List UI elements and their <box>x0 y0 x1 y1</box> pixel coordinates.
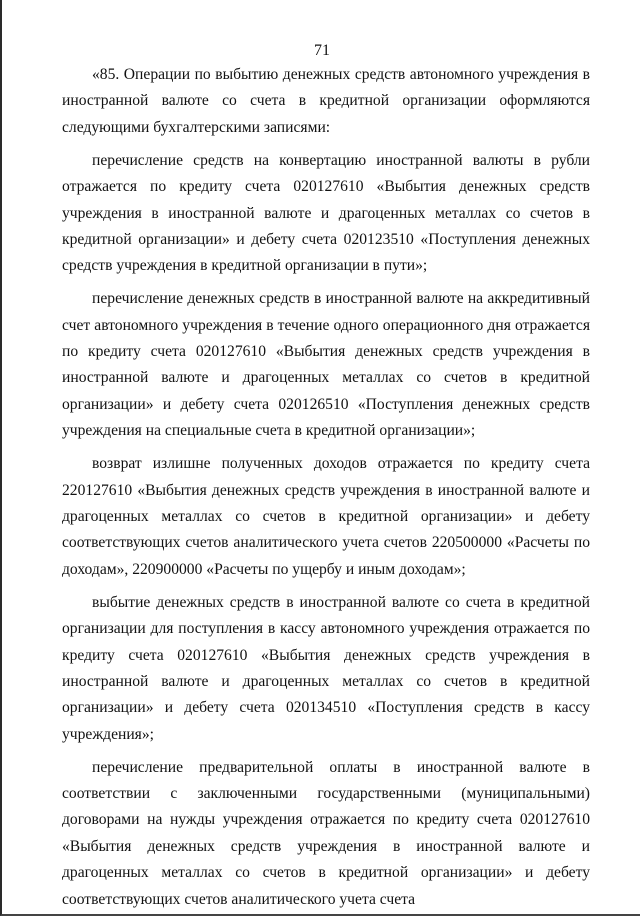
paragraph-operations-intro: «85. Операции по выбытию денежных средств автономного учреждения в иностранной валюте со счета в кредитной организации оформляются следующими бухгалтерскими записями: <box>62 66 590 136</box>
paragraph-conversion: перечисление средств на конвертацию иностранной валюты в рубли отражается по кредиту счета 020127610 «Выбытия денежных средств учреждения в иностранной валюте и драгоценных металлах со счетов в кредитной организации» и дебету счета 020123510 «Поступления денежных средств учреждения в кредитной организации в пути»; <box>62 151 590 275</box>
paragraph-refund: возврат излишне полученных доходов отражается по кредиту счета 220127610 «Выбытия денежных средств учреждения в иностранной валюте и драгоценных металлах со счетов в кредитной организации» и дебету соответствующих счетов аналитического учета счетов 220500000 «Расчеты по доходам», 220900000 «Расчеты по ущербу и иным доходам»; <box>62 455 590 578</box>
document-body <box>62 62 590 920</box>
paragraph-cash-desk: выбытие денежных средств в иностранной валюте со счета в кредитной организации для поступления в кассу автономного учреждения отражается по кредиту счета 020127610 «Выбытия денежных средств учреждения в иностранной валюте и драгоценных металлах со счетов в кредитной организации» и дебету счета 020134510 «Поступления средств в кассу учреждения»; <box>62 593 590 743</box>
paragraph-letter-of-credit: перечисление денежных средств в иностранной валюте на аккредитивный счет автономного учреждения в течение одного операционного дня отражается по кредиту счета 020127610 «Выбытия денежных средств учреждения в иностранной валюте и драгоценных металлах со счетов в кредитной организации» и дебету счета 020126510 «Поступления денежных средств учреждения на специальные счета в кредитной организации»; <box>62 290 590 440</box>
page-number: 71 <box>314 42 330 59</box>
paragraph-prepayment: перечисление предварительной оплаты в иностранной валюте в соответствии с заключенными государственными (муниципальными) договорами на нужды учреждения отражается по кредиту счета 020127610 «Выбытия денежных средств учреждения в иностранной валюте и драгоценных металлах со счетов в кредитной организации» и дебету соответствующих счетов аналитического учета счета <box>62 758 590 908</box>
